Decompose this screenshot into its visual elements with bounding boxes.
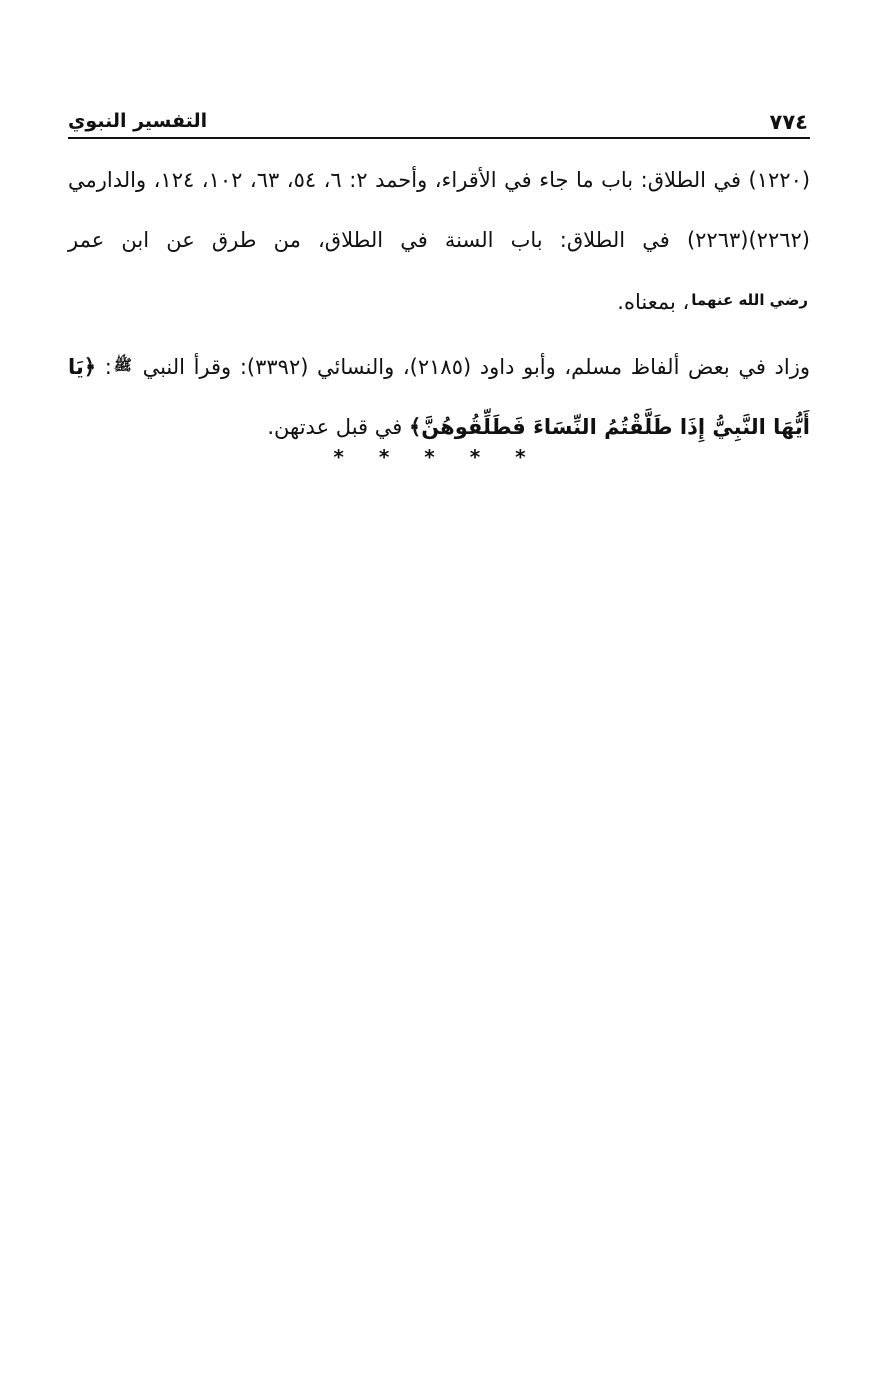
page-number: ٧٧٤: [769, 110, 808, 134]
footnote-text: (١٢٢٠) في الطلاق: باب ما جاء في الأقراء، وأحمد ٢: ٦، ٥٤، ٦٣، ١٠٢، ١٢٤، والدارمي (٢٢٦٢)(٢٢٦٣) في الطلاق: باب السنة في الطلاق، من طرق عن ابن عمر: [68, 168, 811, 252]
page-header: [68, 108, 808, 138]
honorific-salallahu-alayhi-wasallam: ﷺ: [113, 356, 132, 374]
footnote-paragraph: [68, 150, 810, 332]
page-body: [68, 150, 810, 457]
section-separator: * * * * *: [333, 445, 540, 469]
addition-paragraph: [68, 335, 810, 457]
honorific-radiyallahu-anhuma: رضي الله عنهما: [691, 291, 808, 309]
footnote-ending: ، بمعناه.: [617, 290, 690, 314]
quran-verse: ﴿يَا أَيُّهَا النَّبِيُّ إِذَا طَلَّقْتُمُ النِّسَاءَ فَطَلِّقُوهُنَّ﴾: [68, 355, 810, 439]
colon: :: [104, 355, 112, 379]
running-title: التفسير النبوي: [68, 110, 208, 132]
addition-ending: في قبل عدتهن.: [267, 415, 403, 439]
addition-text: وزاد في بعض ألفاظ مسلم، وأبو داود (٢١٨٥)، والنسائي (٣٣٩٢): وقرأ النبي: [142, 355, 810, 379]
header-rule: [68, 137, 810, 139]
